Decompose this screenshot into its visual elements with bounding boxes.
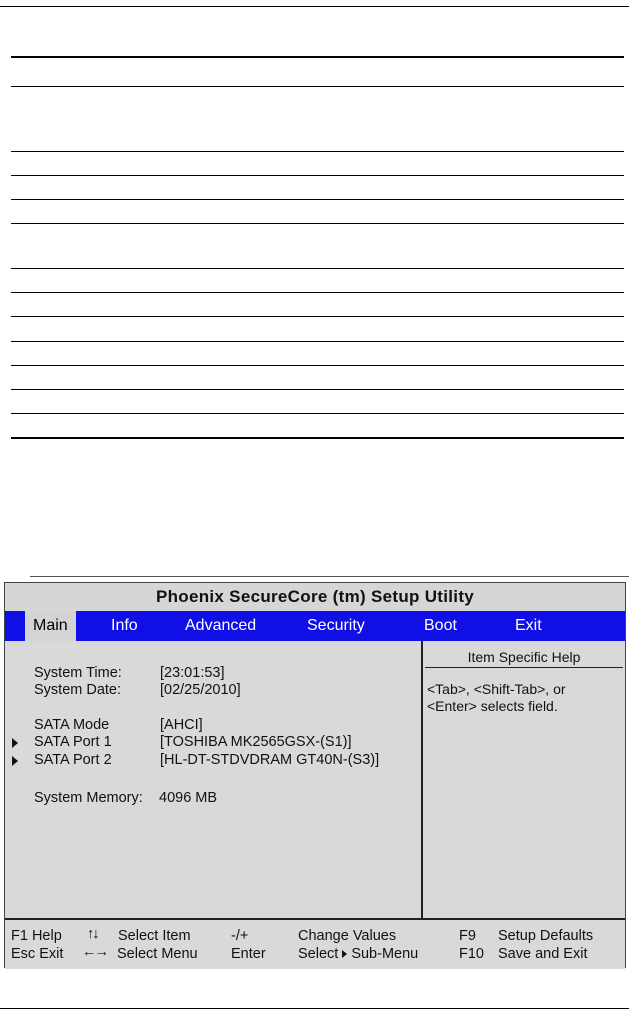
bios-content xyxy=(5,641,625,918)
sata-port-1-value[interactable]: [TOSHIBA MK2565GSX-(S1)] xyxy=(160,734,352,750)
table-top-rule xyxy=(11,56,624,58)
help-panel xyxy=(423,641,625,918)
sub-menu-text: Sub-Menu xyxy=(351,946,419,962)
up-down-arrows-icon: ↑↓ xyxy=(87,926,98,942)
f9-key: F9 xyxy=(459,928,476,944)
tab-exit[interactable]: Exit xyxy=(515,617,542,634)
minus-plus-key: -/+ xyxy=(231,928,249,944)
tab-info[interactable]: Info xyxy=(111,617,138,634)
esc-exit-key: Esc Exit xyxy=(11,946,64,962)
submenu-arrow-icon xyxy=(12,738,18,748)
select-menu-text: Select Menu xyxy=(117,946,198,962)
system-date-label: System Date: xyxy=(34,682,122,698)
change-values-text: Change Values xyxy=(298,928,397,944)
table-row-rule xyxy=(11,316,624,317)
key-legend-footer xyxy=(5,918,625,969)
tab-main[interactable]: Main xyxy=(25,611,76,641)
table-row-rule xyxy=(11,413,624,414)
enter-key: Enter xyxy=(231,946,266,962)
help-line-2: <Enter> selects field. xyxy=(427,698,558,714)
table-row-rule xyxy=(11,199,624,200)
setup-defaults-text: Setup Defaults xyxy=(498,928,594,944)
sata-port-2-value[interactable]: [HL-DT-STDVDRAM GT40N-(S3)] xyxy=(160,752,380,768)
left-right-arrows-icon: ←→ xyxy=(82,944,107,960)
system-memory-label: System Memory: xyxy=(34,790,143,806)
triangle-right-icon xyxy=(342,950,347,958)
system-time-label: System Time: xyxy=(34,665,122,681)
table-row-rule xyxy=(11,86,624,87)
table-bottom-rule xyxy=(11,437,624,439)
system-time-value[interactable]: [23:01:53] xyxy=(160,665,225,681)
table-row-rule xyxy=(11,223,624,224)
table-row-rule xyxy=(11,268,624,269)
select-submenu-text xyxy=(298,946,418,962)
bios-setup-window xyxy=(4,582,626,968)
sata-mode-label: SATA Mode xyxy=(34,717,110,733)
help-line-1: <Tab>, <Shift-Tab>, or xyxy=(427,681,566,697)
figure-rule xyxy=(30,576,629,577)
bios-title: Phoenix SecureCore (tm) Setup Utility xyxy=(5,583,625,611)
settings-panel xyxy=(5,641,421,918)
help-title: Item Specific Help xyxy=(425,647,623,668)
table-row-rule xyxy=(11,341,624,342)
tab-boot[interactable]: Boot xyxy=(424,617,457,634)
f10-key: F10 xyxy=(459,946,484,962)
tab-advanced[interactable]: Advanced xyxy=(185,617,257,634)
submenu-arrow-icon xyxy=(12,756,18,766)
save-and-exit-text: Save and Exit xyxy=(498,946,588,962)
table-row-rule xyxy=(11,151,624,152)
system-date-value[interactable]: [02/25/2010] xyxy=(160,682,241,698)
sata-port-1-label[interactable]: SATA Port 1 xyxy=(34,734,112,750)
select-item-text: Select Item xyxy=(118,928,191,944)
help-text xyxy=(427,681,622,715)
sata-port-2-label[interactable]: SATA Port 2 xyxy=(34,752,112,768)
select-text: Select xyxy=(298,946,339,962)
page-footer-rule xyxy=(0,1008,629,1009)
f1-help-key: F1 Help xyxy=(11,928,62,944)
table-row-rule xyxy=(11,175,624,176)
bios-menu-bar xyxy=(5,611,625,641)
page-header-rule xyxy=(0,6,629,7)
table-row-rule xyxy=(11,389,624,390)
table-row-rule xyxy=(11,292,624,293)
empty-table xyxy=(11,56,624,440)
system-memory-value: 4096 MB xyxy=(159,790,218,806)
tab-security[interactable]: Security xyxy=(307,617,365,634)
table-row-rule xyxy=(11,365,624,366)
sata-mode-value[interactable]: [AHCI] xyxy=(160,717,203,733)
